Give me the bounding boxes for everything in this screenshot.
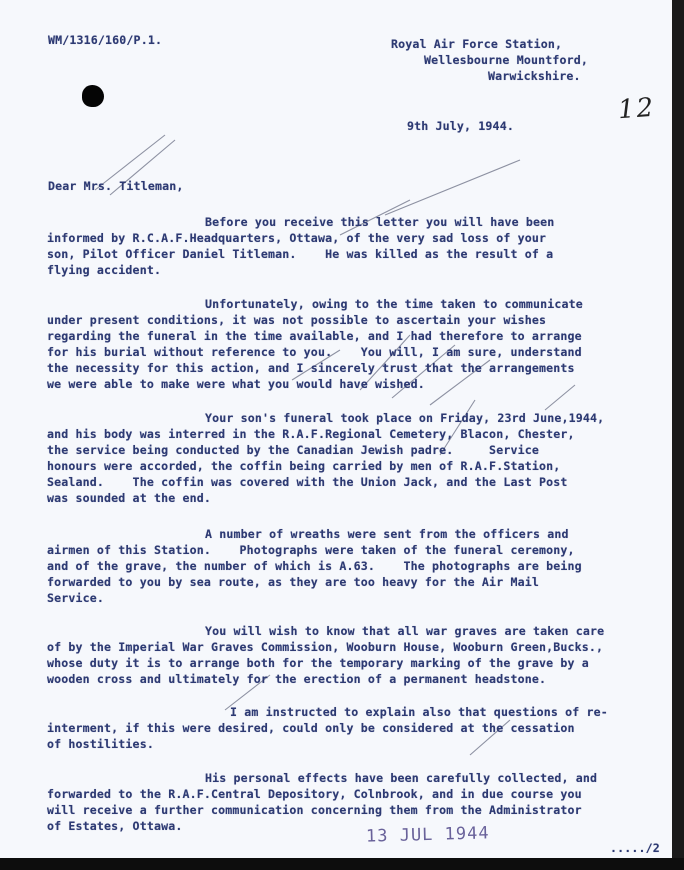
pencil-stroke [385, 160, 520, 215]
text-line: regarding the funeral in the time available, and I had therefore to arrange [47, 329, 582, 343]
text-line: we were able to make were what you would have wished. [47, 377, 425, 391]
text-line: A number of wreaths were sent from the officers and [205, 527, 569, 541]
address-line: Warwickshire. [488, 69, 581, 83]
text-line: Sealand. The coffin was covered with the Union Jack, and the Last Post [47, 475, 568, 489]
text-line: the service being conducted by the Canadian Jewish padre. Service [47, 443, 539, 457]
punch-hole [82, 85, 104, 107]
text-line: of hostilities. [47, 737, 154, 751]
text-line: of by the Imperial War Graves Commission, Wooburn House, Wooburn Green,Bucks., [47, 640, 604, 654]
text-line: and his body was interred in the R.A.F.Regional Cemetery, Blacon, Chester, [47, 427, 575, 441]
text-line: will receive a further communication concerning them from the Administrator [47, 803, 582, 817]
text-line: His personal effects have been carefully collected, and [205, 771, 598, 785]
scan-border-right [672, 0, 684, 870]
text-line: was sounded at the end. [47, 491, 211, 505]
text-line: flying accident. [47, 263, 162, 277]
handwritten-folio-number: 12 [616, 92, 657, 126]
pencil-stroke [545, 385, 575, 410]
received-date-stamp: 13 JUL 1944 [365, 823, 490, 847]
scan-border-bottom [0, 858, 684, 870]
text-line: and of the grave, the number of which is A.63. The photographs are being [47, 559, 582, 573]
text-line: You will wish to know that all war graves are taken care [205, 624, 605, 638]
text-line: honours were accorded, the coffin being carried by men of R.A.F.Station, [47, 459, 561, 473]
text-line: of Estates, Ottawa. [47, 819, 183, 833]
text-line: forwarded to the R.A.F.Central Depository, Colnbrook, and in due course you [47, 787, 582, 801]
text-line: I am instructed to explain also that questions of re- [230, 705, 608, 719]
text-line: wooden cross and ultimately for the erection of a permanent headstone. [47, 672, 547, 686]
text-line: Service. [47, 591, 105, 605]
text-line: the necessity for this action, and I sincerely trust that the arrangements [47, 361, 575, 375]
text-line: for his burial without reference to you. You will, I am sure, understand [47, 345, 582, 359]
address-line: Royal Air Force Station, [391, 37, 563, 51]
text-line: airmen of this Station. Photographs were taken of the funeral ceremony, [47, 543, 575, 557]
text-line: Before you receive this letter you will have been [205, 215, 555, 229]
address-line: Wellesbourne Mountford, [424, 53, 588, 67]
salutation: Dear Mrs. Titleman, [48, 179, 184, 193]
text-line: forwarded to you by sea route, as they are too heavy for the Air Mail [47, 575, 539, 589]
text-line: whose duty it is to arrange both for the temporary marking of the grave by a [47, 656, 589, 670]
reference-number: WM/1316/160/P.1. [48, 33, 163, 47]
text-line: Unfortunately, owing to the time taken to communicate [205, 297, 583, 311]
text-line: Your son's funeral took place on Friday, 23rd June,1944, [205, 411, 605, 425]
text-line: informed by R.C.A.F.Headquarters, Ottawa, of the very sad loss of your [47, 231, 547, 245]
text-line: under present conditions, it was not possible to ascertain your wishes [47, 313, 547, 327]
letter-date: 9th July, 1944. [407, 119, 514, 133]
page-continuation: ...../2 [610, 841, 660, 855]
text-line: son, Pilot Officer Daniel Titleman. He was killed as the result of a [47, 247, 554, 261]
text-line: interment, if this were desired, could only be considered at the cessation [47, 721, 575, 735]
